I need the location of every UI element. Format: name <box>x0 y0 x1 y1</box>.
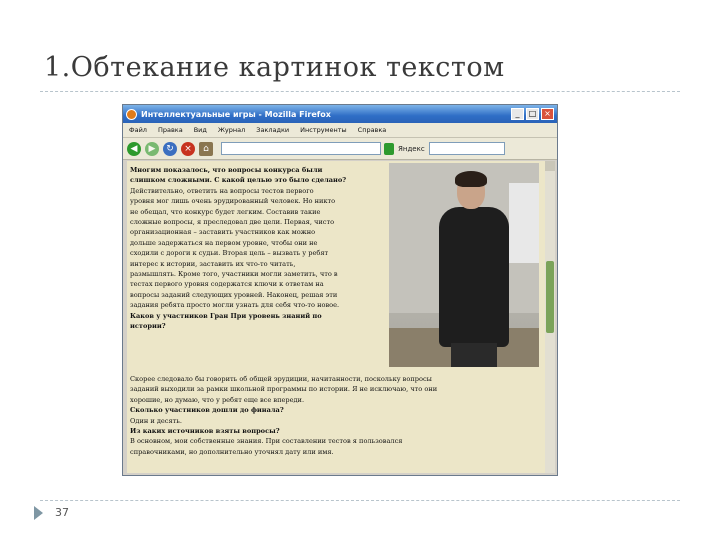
text-line: тестах первого уровня содержатся ключи к ответам на <box>130 280 324 289</box>
text-line: Из каких источников взяты вопросы? <box>130 427 280 436</box>
text-line: слишком сложными. С какой целью это было сделано? <box>130 176 347 185</box>
maximize-button[interactable]: □ <box>526 108 539 120</box>
wrapped-text <box>130 165 386 332</box>
text-line: Каков у участников Гран При уровень знаний по <box>130 311 322 320</box>
close-button[interactable]: × <box>541 108 554 120</box>
scroll-up-icon[interactable] <box>545 161 555 171</box>
text-line: Сколько участников дошли до финала? <box>130 406 284 415</box>
slide-title: 1.Обтекание картинок текстом <box>44 52 505 83</box>
text-line: задания ребята просто могли узнать для себя что-то новое. <box>130 301 340 310</box>
browser-window <box>122 104 558 476</box>
text-line: Действительно, ответить на вопросы тестов первого <box>130 186 314 195</box>
vertical-scrollbar[interactable] <box>545 161 555 473</box>
text-line: сходили с дороги к судьи. Вторая цель – вызвать у ребят <box>130 249 329 258</box>
page-number: 37 <box>55 506 69 519</box>
back-arrow-icon[interactable]: ◀ <box>127 142 141 156</box>
menu-history[interactable]: Журнал <box>217 126 246 134</box>
navigation-toolbar <box>123 138 557 160</box>
address-bar[interactable] <box>221 142 381 155</box>
window-title: Интеллектуальные игры - Mozilla Firefox <box>141 109 331 119</box>
scroll-thumb[interactable] <box>546 261 554 333</box>
page-content <box>127 161 545 473</box>
text-line: заданий выходили за рамки школьной программы по истории. Я не исключаю, что они <box>130 385 438 394</box>
text-line: интерес к истории, заставить их что-то читать, <box>130 259 296 268</box>
go-button[interactable] <box>384 143 394 155</box>
title-divider <box>40 91 680 92</box>
footer-divider <box>40 500 680 501</box>
search-engine-label[interactable]: Яндекс <box>398 144 425 153</box>
text-line: размышлять. Кроме того, участники могли заметить, что в <box>130 270 338 279</box>
text-line: Многим показалось, что вопросы конкурса были <box>130 166 323 174</box>
firefox-icon <box>126 109 137 120</box>
full-width-text <box>130 374 534 457</box>
text-line: вопросы заданий следующих уровней. Наконец, решая эти <box>130 290 338 299</box>
text-line: сложные вопросы, я преследовал две цели. Первая, чисто <box>130 218 335 227</box>
text-line: Один и десять. <box>130 416 182 425</box>
menu-edit[interactable]: Правка <box>157 126 183 134</box>
page-marker-icon <box>34 506 43 520</box>
window-titlebar[interactable] <box>123 105 557 123</box>
forward-arrow-icon[interactable]: ▶ <box>145 142 159 156</box>
reload-icon[interactable]: ↻ <box>163 142 177 156</box>
menu-view[interactable]: Вид <box>193 126 207 134</box>
stop-icon[interactable]: × <box>181 142 195 156</box>
menu-bookmarks[interactable]: Закладки <box>256 126 290 134</box>
text-line: Скорее следовало бы говорить об общей эрудиции, начитанности, поскольку вопросы <box>130 375 432 383</box>
text-line: уровня мог лишь очень эрудированный человек. Но никто <box>130 197 336 206</box>
floated-photo <box>389 163 539 367</box>
text-line: организационная – заставить участников как можно <box>130 228 316 237</box>
text-line: справочниками, но дополнительно уточнял дату или имя. <box>130 447 334 456</box>
menu-help[interactable]: Справка <box>357 126 387 134</box>
menu-tools[interactable]: Инструменты <box>300 126 347 134</box>
menu-bar <box>123 123 557 138</box>
text-line: дольше задержаться на первом уровне, чтобы они не <box>130 238 318 247</box>
home-icon[interactable]: ⌂ <box>199 142 213 156</box>
search-input[interactable] <box>429 142 505 155</box>
text-line: В основном, мои собственные знания. При составлении тестов я пользовался <box>130 437 403 446</box>
text-line: хорошие, но думаю, что у ребят еще все впереди. <box>130 395 305 404</box>
minimize-button[interactable]: _ <box>511 108 524 120</box>
text-line: истории? <box>130 322 166 331</box>
text-line: не обещал, что конкурс будет легким. Составив такие <box>130 207 321 216</box>
menu-file[interactable]: Файл <box>129 126 147 134</box>
